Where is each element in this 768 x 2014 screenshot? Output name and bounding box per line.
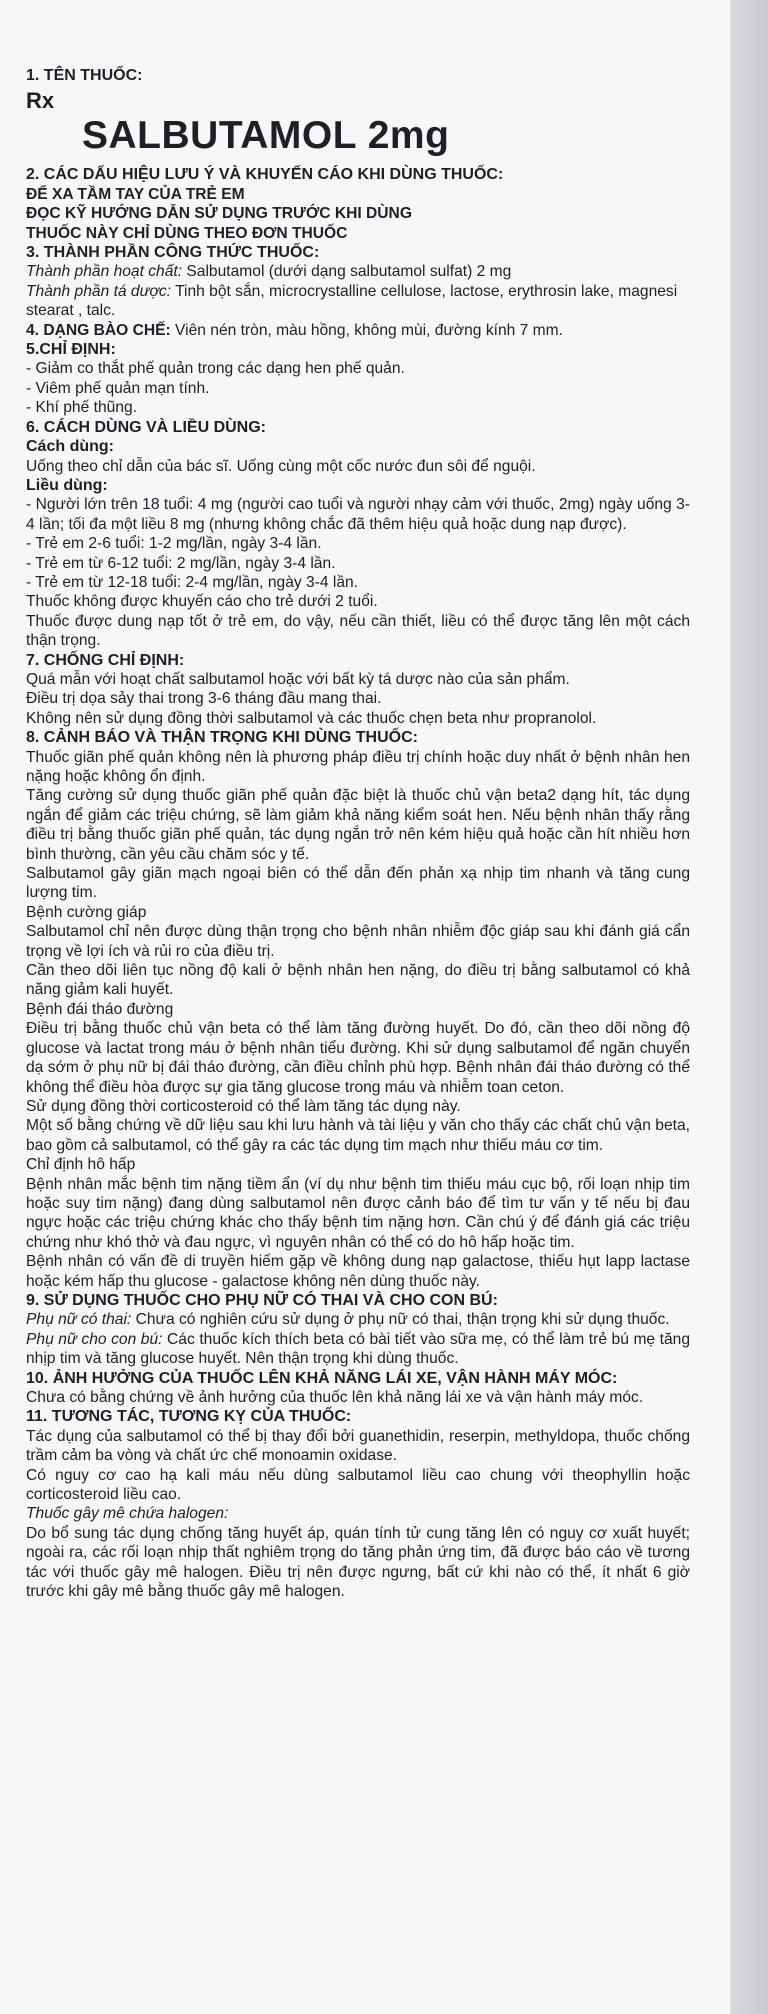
rx-mark: Rx [26, 88, 55, 114]
active-ingredient [26, 262, 690, 281]
warning-read-guide: ĐỌC KỸ HƯỚNG DẪN SỬ DỤNG TRƯỚC KHI DÙNG [26, 205, 412, 223]
warning-subheading: Bệnh cường giáp [26, 903, 147, 921]
section-9-heading: 9. SỬ DỤNG THUỐC CHO PHỤ NỮ CÓ THAI VÀ CHO CON BÚ: [26, 1291, 498, 1309]
usage-label: Cách dùng: [26, 438, 114, 456]
warning-paragraph: Bệnh nhân có vấn đề di truyền hiếm gặp về không dung nạp galactose, thiếu hụt lapp lactase hoặc kém hấp thu glucose - galactose không nên dùng thuốc này. [26, 1253, 690, 1290]
indication-item: - Viêm phế quản mạn tính. [26, 379, 210, 397]
excipients [26, 282, 690, 321]
interaction-paragraph: Có nguy cơ cao hạ kali máu nếu dùng salbutamol liều cao chung với theophyllin hoặc corticosteroid liều cao. [26, 1466, 690, 1504]
interaction-paragraph: Tác dụng của salbutamol có thể bị thay đổi bởi guanethidin, reserpin, methyldopa, thuốc chống trầm cảm ba vòng và chất ức chế monoamin oxidase. [26, 1427, 690, 1465]
dosage-item: Thuốc không được khuyến cáo cho trẻ dưới 2 tuổi. [26, 593, 378, 611]
contraindication-item: Quá mẫn với hoạt chất salbutamol hoặc với bất kỳ tá dược nào của sản phẩm. [26, 670, 570, 688]
warning-prescription: THUỐC NÀY CHỈ DÙNG THEO ĐƠN THUỐC [26, 224, 348, 242]
lactation-label: Phụ nữ cho con bú: [26, 1330, 163, 1348]
warning-paragraph: Tăng cường sử dụng thuốc giãn phế quản đặc biệt là thuốc chủ vận beta2 dạng hít, tác dụng ngắn để giảm các triệu chứng, sẽ làm giảm khả năng kiểm soát hen. Nếu bệnh nhân thấy rằng điều trị bằng thuốc giãn phế quản, tác dụng ngắn trở nên kém hiệu quả hoặc cần hít nhiều hơn bình thường, cần yêu cầu chăm sóc y tế. [26, 787, 690, 863]
lactation-paragraph [26, 1330, 690, 1369]
section-4 [26, 321, 690, 340]
dosage-item: - Trẻ em 2-6 tuổi: 1-2 mg/lần, ngày 3-4 lần. [26, 535, 322, 553]
section-2-heading: 2. CÁC DẤU HIỆU LƯU Ý VÀ KHUYẾN CÁO KHI DÙNG THUỐC: [26, 166, 504, 184]
lactation-text: Các thuốc kích thích beta có bài tiết vào sữa mẹ, có thể làm trẻ bú mẹ tăng nhịp tim và tăng glucose huyết. Nên thận trọng khi dùng thuốc. [26, 1330, 691, 1368]
section-8-heading: 8. CẢNH BÁO VÀ THẬN TRỌNG KHI DÙNG THUỐC: [26, 729, 418, 747]
warning-paragraph: Điều trị bằng thuốc chủ vận beta có thể làm tăng đường huyết. Do đó, cần theo dõi nồng độ glucose và lactat trong máu ở bệnh nhân tiểu đường. Khi sử dụng salbutamol để ngăn chuyển dạ sớm ở phụ nữ bị đái tháo đường, cần điều chỉnh phù hợp. Bệnh nhân đái tháo đường có thể không thể điều hòa được sự gia tăng glucose trong máu và nhiễm toan ceton. [26, 1020, 690, 1096]
excipient-text: Tinh bột sắn, microcrystalline cellulose, lactose, erythrosin lake, magnesi stearat , talc. [26, 282, 678, 320]
pregnancy-text: Chưa có nghiên cứu sử dụng ở phụ nữ có thai, thận trọng khi sử dụng thuốc. [131, 1311, 670, 1329]
section-1-heading: 1. TÊN THUỐC: [26, 67, 143, 84]
dosage-label: Liều dùng: [26, 476, 108, 494]
product-title: SALBUTAMOL 2mg [82, 114, 450, 158]
leaflet-content [26, 66, 690, 1601]
active-label: Thành phần hoạt chất: [26, 263, 183, 281]
warning-paragraph: Salbutamol chỉ nên được dùng thận trọng cho bệnh nhân nhiễm độc giáp sau khi đánh giá cẩn trọng về lợi ích và rủi ro của điều trị. [26, 923, 690, 960]
dosage-item: - Trẻ em từ 6-12 tuổi: 2 mg/lần, ngày 3-4 lần. [26, 554, 336, 572]
indication-item: - Khí phế thũng. [26, 399, 137, 417]
warning-paragraph: Thuốc giãn phế quản không nên là phương pháp điều trị chính hoặc duy nhất ở bệnh nhân hen nặng hoặc không ổn định. [26, 748, 690, 785]
usage-text: Uống theo chỉ dẫn của bác sĩ. Uống cùng một cốc nước đun sôi để nguội. [26, 457, 536, 475]
excipient-label: Thành phần tá dược: [26, 282, 172, 300]
contraindication-item: Không nên sử dụng đồng thời salbutamol và các thuốc chẹn beta như propranolol. [26, 709, 597, 727]
pregnancy-label: Phụ nữ có thai: [26, 1311, 132, 1329]
warning-paragraph: Cần theo dõi liên tục nồng độ kali ở bệnh nhân hen nặng, do điều trị bằng salbutamol có khả năng giảm kali huyết. [26, 962, 690, 999]
dosage-item: - Người lớn trên 18 tuổi: 4 mg (người cao tuổi và người nhạy cảm với thuốc, 2mg) ngày uống 3-4 lần; tối đa một liều 8 mg (nhưng không chắc đã thêm hiệu quả hoặc dung nạp được). [26, 496, 690, 533]
contraindication-item: Điều trị dọa sảy thai trong 3-6 tháng đầu mang thai. [26, 690, 382, 708]
section-4-text: Viên nén tròn, màu hồng, không mùi, đường kính 7 mm. [170, 321, 563, 339]
interaction-subheading: Thuốc gây mê chứa halogen: [26, 1505, 229, 1523]
section-10-heading: 10. ẢNH HƯỞNG CỦA THUỐC LÊN KHẢ NĂNG LÁI XE, VẬN HÀNH MÁY MÓC: [26, 1369, 618, 1387]
dosage-item: - Trẻ em từ 12-18 tuổi: 2-4 mg/lần, ngày 3-4 lần. [26, 573, 359, 591]
warning-paragraph: Salbutamol gây giãn mạch ngoại biên có thể dẫn đến phản xạ nhịp tim nhanh và tăng cung lượng tim. [26, 865, 690, 902]
indication-item: - Giảm co thắt phế quản trong các dạng hen phế quản. [26, 360, 405, 378]
section-7-heading: 7. CHỐNG CHỈ ĐỊNH: [26, 651, 185, 669]
section-5-heading: 5.CHỈ ĐỊNH: [26, 341, 116, 359]
interaction-paragraph: Do bổ sung tác dụng chống tăng huyết áp, quán tính tử cung tăng lên có nguy cơ xuất huyết; ngoài ra, các rối loạn nhịp thất nghiêm trọng do tăng phản ứng tim, đã được báo cáo về tương tác với thuốc gây mê halogen. Điều trị nên được ngưng, bất cứ khi nào có thể, ít nhất 6 giờ trước khi gây mê bằng thuốc gây mê halogen. [26, 1524, 690, 1601]
section-3-heading: 3. THÀNH PHẦN CÔNG THỨC THUỐC: [26, 244, 320, 262]
pregnancy-paragraph [26, 1310, 690, 1329]
warning-paragraph: Bệnh nhân mắc bệnh tim nặng tiềm ẩn (ví dụ như bệnh tim thiếu máu cục bộ, rối loạn nhịp tim hoặc suy tim nặng) đang dùng salbutamol nên được cảnh báo để tìm tư vấn y tế nếu bị đau ngực hoặc các triệu chứng khác cho thấy bệnh tim nặng hơn. Cần chú ý để đánh giá các triệu chứng như khó thở và đau ngực, vì nguyên nhân có thể có do hô hấp hoặc tim. [26, 1175, 690, 1251]
warning-subheading: Bệnh đái tháo đường [26, 1000, 174, 1018]
dosage-item: Thuốc được dung nạp tốt ở trẻ em, do vậy, nếu cần thiết, liều có thể được tăng lên một cách thận trọng. [26, 612, 690, 650]
next-page-edge [730, 0, 768, 2014]
active-text: Salbutamol (dưới dạng salbutamol sulfat) 2 mg [182, 263, 512, 281]
section-6-heading: 6. CÁCH DÙNG VÀ LIỀU DÙNG: [26, 418, 267, 436]
warning-paragraph: Một số bằng chứng về dữ liệu sau khi lưu hành và tài liệu y văn cho thấy các chất chủ vận beta, bao gồm cả salbutamol, có thể gây ra các tác dụng tim mạch như thiếu máu cơ tim. [26, 1117, 690, 1154]
warning-keep-away: ĐỂ XA TẦM TAY CỦA TRẺ EM [26, 185, 245, 203]
section-10-text: Chưa có bằng chứng về ảnh hưởng của thuốc lên khả năng lái xe và vận hành máy móc. [26, 1389, 644, 1406]
section-4-heading: 4. DẠNG BÀO CHẾ: [26, 321, 171, 339]
warning-subheading: Chỉ định hô hấp [26, 1156, 136, 1174]
warning-paragraph: Sử dụng đồng thời corticosteroid có thể làm tăng tác dụng này. [26, 1097, 461, 1115]
section-11-heading: 11. TƯƠNG TÁC, TƯƠNG KỴ CỦA THUỐC: [26, 1408, 352, 1426]
